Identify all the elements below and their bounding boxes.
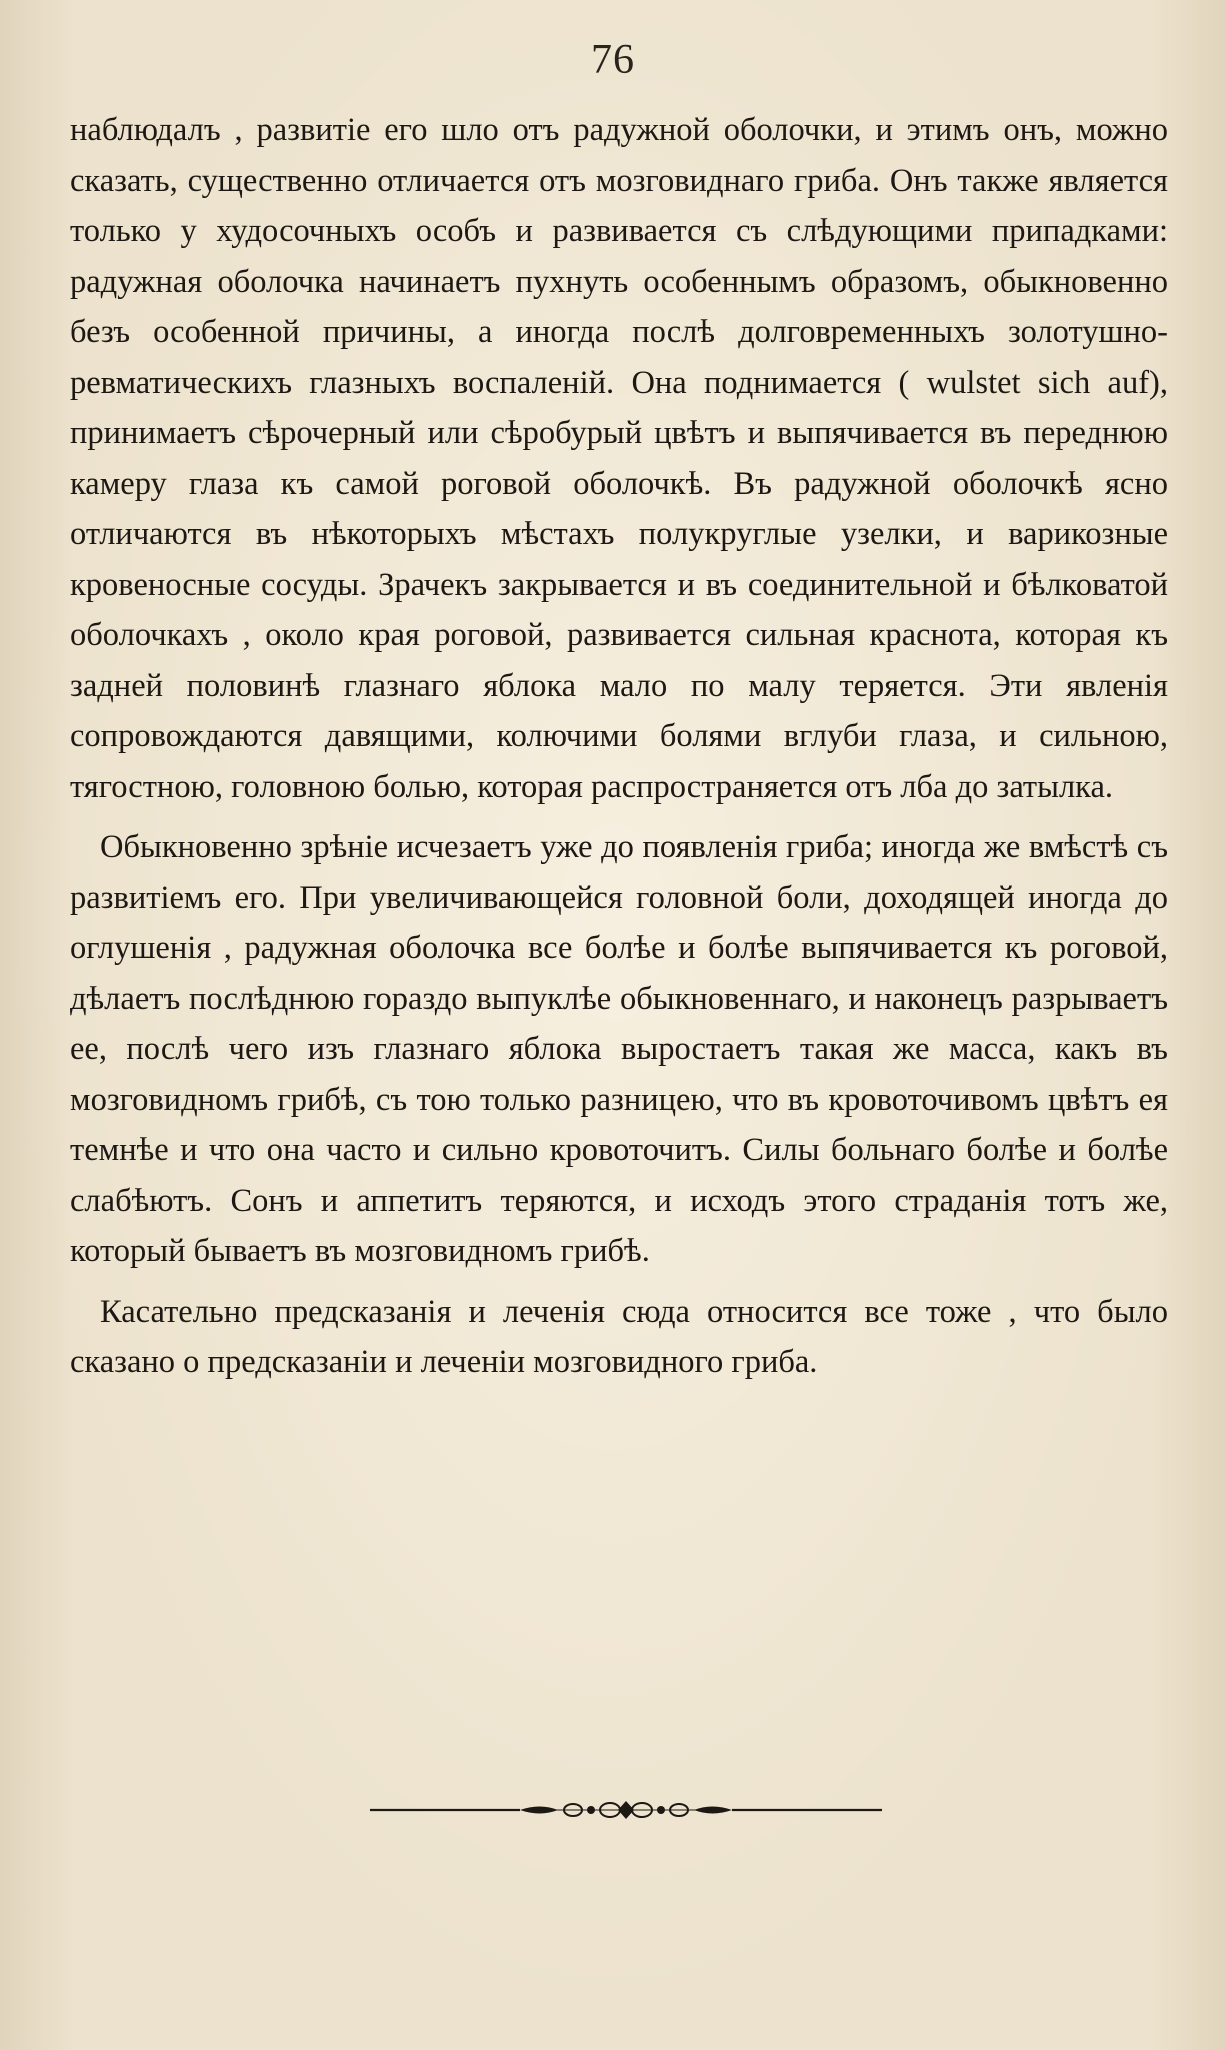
page-number: 76 (591, 37, 635, 83)
text-body (70, 105, 1168, 1388)
paragraph-1: наблюдалъ , развитіе его шло отъ радужной оболочки, и этимъ онъ, можно сказать, существенно отличается отъ мозговиднаго гриба. Онъ также является только у худосочныхъ особъ и развивается съ слѣдующими припадками: радужная оболочка начинаетъ пухнуть особеннымъ образомъ, обыкновенно безъ особенной причины, а иногда послѣ долговременныхъ золотушно-ревматическихъ глазныхъ воспаленій. Она поднимается ( wulstet sich auf), принимаетъ сѣрочерный или сѣробурый цвѣтъ и выпячивается въ переднюю камеру глаза къ самой роговой оболочкѣ. Въ радужной оболочкѣ ясно отличаются въ нѣкоторыхъ мѣстахъ полукруглые узелки, и варикозные кровеносные сосуды. Зрачекъ закрывается и въ соединительной и бѣлковатой оболочкахъ , около края роговой, развивается сильная краснота, которая къ задней половинѣ глазнаго яблока мало по малу теряется. Эти явленія сопровождаются давящими, колючими болями вглуби глаза, и сильною, тягостною, головною болью, которая распространяется отъ лба до затылка. (70, 112, 1168, 805)
paragraph-3: Касательно предсказанія и леченія сюда относится все тоже , что было сказано о предсказаніи и леченіи мозговидного гриба. (70, 1293, 1168, 1380)
decorative-rule-ornament-icon (370, 1797, 882, 1823)
paragraph-2: Обыкновенно зрѣніе исчезаетъ уже до появленія гриба; иногда же вмѣстѣ съ развитіемъ его. При увеличивающейся головной боли, доходящей иногда до оглушенія , радужная оболочка все болѣе и болѣе выпячивается къ роговой, дѣлаетъ послѣднюю гораздо выпуклѣе обыкновеннаго, и наконецъ разрываетъ ее, послѣ чего изъ глазнаго яблока выростаетъ такая же масса, какъ въ мозговидномъ грибѣ, съ тою только разницею, что въ кровоточивомъ цвѣтъ ея темнѣе и что она часто и сильно кровоточитъ. Силы больнаго болѣе и болѣе слабѣютъ. Сонъ и аппетитъ теряются, и исходъ этого страданія тотъ же, который бываетъ въ мозговидномъ грибѣ. (70, 829, 1168, 1269)
